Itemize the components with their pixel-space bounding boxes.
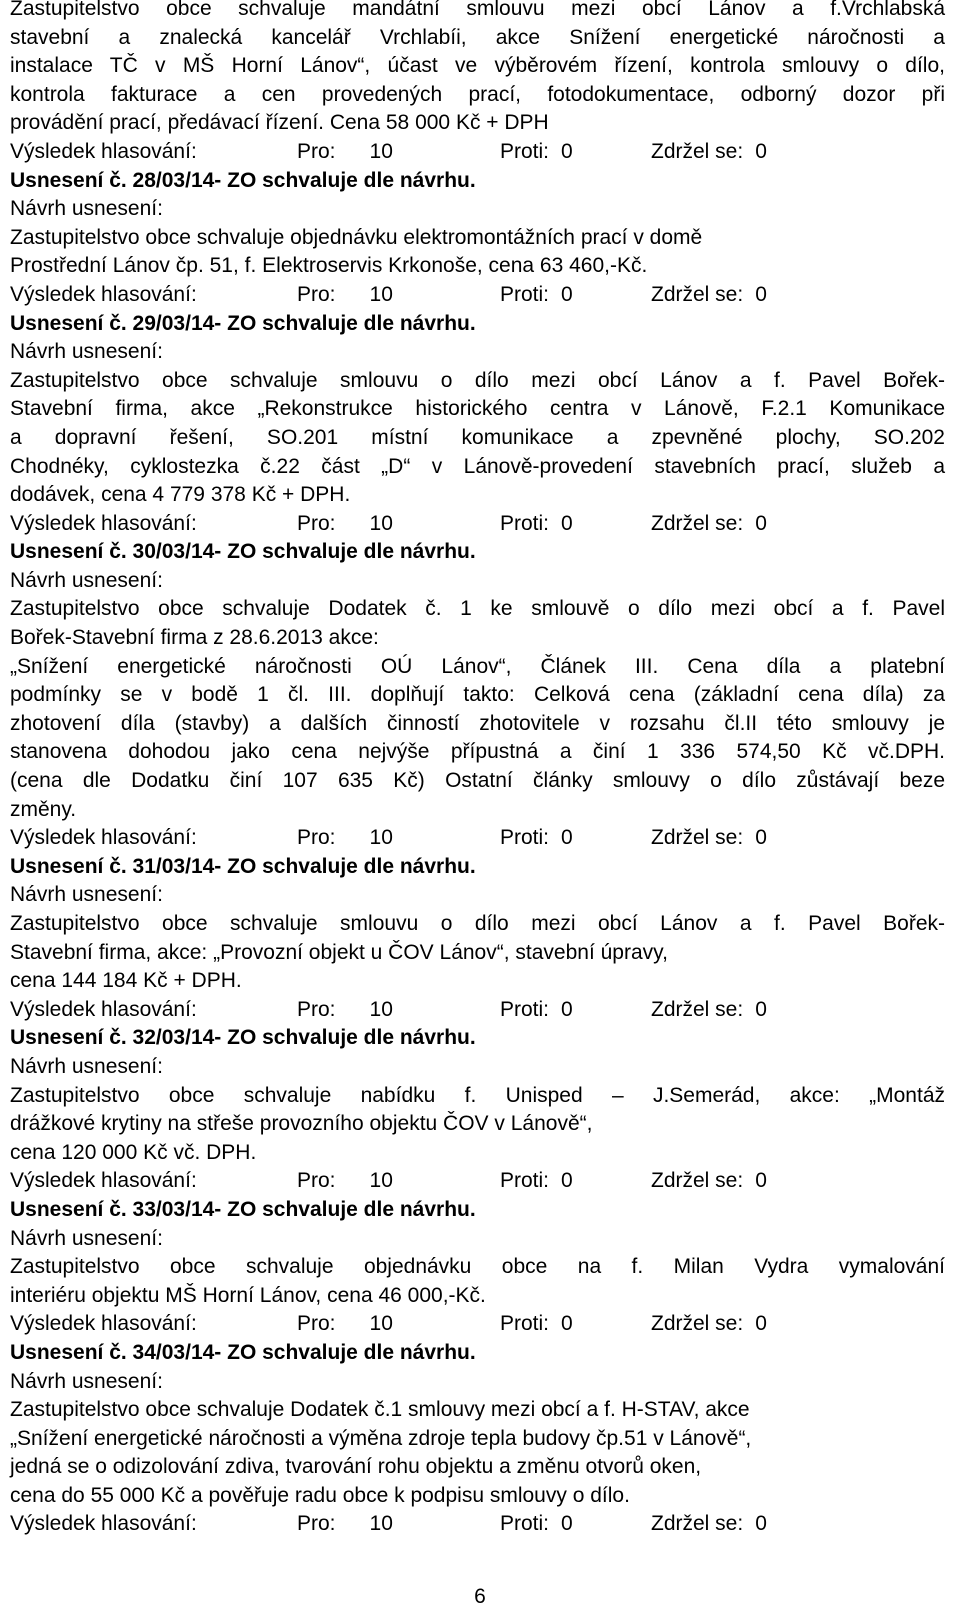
vote-pro	[297, 1167, 393, 1196]
vote-proti-label: Proti:	[500, 1312, 550, 1336]
vote-pro	[297, 1310, 393, 1339]
vote-label: Výsledek hlasování:	[10, 511, 197, 535]
resolution-heading: Usnesení č. 29/03/14- ZO schvaluje dle návrhu.	[10, 311, 476, 335]
resolution-text-line: Prostřední Lánov čp. 51, f. Elektroservis Krkonoše, cena 63 460,-Kč.	[10, 254, 648, 278]
vote-proti-value: 0	[561, 139, 573, 163]
document-body	[10, 0, 945, 1539]
vote-zdrzel-value: 0	[755, 1512, 767, 1536]
resolution-text-line: (cena dle Dodatku činí 107 635 Kč) Ostatní články smlouvy o dílo zůstávají beze	[10, 769, 945, 793]
vote-pro-label: Pro:	[297, 511, 336, 535]
navrh-label: Návrh usnesení:	[10, 1369, 163, 1393]
intro-line: instalace TČ v MŠ Horní Lánov“, účast ve výběrovém řízení, kontrola smlouvy o dílo,	[10, 54, 945, 78]
resolution-text-line: Bořek-Stavební firma z 28.6.2013 akce:	[10, 626, 379, 650]
vote-pro	[297, 138, 393, 167]
resolution-heading: Usnesení č. 33/03/14- ZO schvaluje dle návrhu.	[10, 1197, 476, 1221]
vote-proti-label: Proti:	[500, 826, 550, 850]
resolution-text-line: Zastupitelstvo obce schvaluje Dodatek č.1 smlouvy mezi obcí a f. H-STAV, akce	[10, 1398, 750, 1422]
vote-zdrzel-label: Zdržel se:	[651, 826, 744, 850]
vote-zdrzel-value: 0	[755, 997, 767, 1021]
vote-pro-value: 10	[369, 826, 393, 850]
vote-proti-value: 0	[561, 1512, 573, 1536]
vote-zdrzel-label: Zdržel se:	[651, 511, 744, 535]
vote-pro-label: Pro:	[297, 1312, 336, 1336]
resolution-text-line: interiéru objektu MŠ Horní Lánov, cena 46 000,-Kč.	[10, 1283, 486, 1307]
vote-pro-label: Pro:	[297, 139, 336, 163]
vote-zdrzel-label: Zdržel se:	[651, 282, 744, 306]
vote-label: Výsledek hlasování:	[10, 826, 197, 850]
vote-zdrzel	[651, 1510, 767, 1539]
vote-result-7	[10, 1510, 945, 1539]
vote-zdrzel-label: Zdržel se:	[651, 139, 744, 163]
intro-line: kontrola fakturace a cen provedených prací, fotodokumentace, odborný dozor při	[10, 82, 945, 106]
resolution-text-line: dodávek, cena 4 779 378 Kč + DPH.	[10, 483, 351, 507]
vote-pro-label: Pro:	[297, 826, 336, 850]
vote-result-2	[10, 510, 945, 539]
vote-pro-value: 10	[369, 511, 393, 535]
resolution-text-line: Zastupitelstvo obce schvaluje smlouvu o dílo mezi obcí Lánov a f. Pavel Bořek-	[10, 912, 945, 935]
vote-pro-value: 10	[369, 282, 393, 306]
resolution-text-line: Zastupitelstvo obce schvaluje objednávku obce na f. Milan Vydra vymalování	[10, 1255, 945, 1279]
vote-proti-label: Proti:	[500, 282, 550, 306]
resolution-heading: Usnesení č. 30/03/14- ZO schvaluje dle návrhu.	[10, 540, 476, 564]
vote-pro	[297, 996, 393, 1025]
resolution-text-line: Chodnéky, cyklostezka č.22 část „D“ v Lánově-provedení stavebních prací, služeb a	[10, 454, 945, 478]
resolution-text-line: zhotovení díla (stavby) a dalších činností zhotovitele v rozsahu čl.II této smlouvy je	[10, 711, 945, 735]
vote-proti-value: 0	[561, 1312, 573, 1336]
vote-proti-value: 0	[561, 997, 573, 1021]
vote-pro-label: Pro:	[297, 1169, 336, 1193]
vote-zdrzel-label: Zdržel se:	[651, 1312, 744, 1336]
vote-result-4	[10, 996, 945, 1025]
resolution-text-line: drážkové krytiny na střeše provozního objektu ČOV v Lánově“,	[10, 1112, 593, 1136]
vote-pro-label: Pro:	[297, 282, 336, 306]
vote-zdrzel	[651, 510, 767, 539]
vote-zdrzel	[651, 1167, 767, 1196]
vote-zdrzel-label: Zdržel se:	[651, 997, 744, 1021]
vote-result-1	[10, 281, 945, 310]
navrh-label: Návrh usnesení:	[10, 568, 163, 592]
vote-label: Výsledek hlasování:	[10, 1169, 197, 1193]
resolution-text-line: podmínky se v bodě 1 čl. III. doplňují takto: Celková cena (základní cena díla) za	[10, 683, 945, 707]
vote-proti	[500, 510, 573, 539]
vote-pro	[297, 824, 393, 853]
vote-zdrzel-label: Zdržel se:	[651, 1169, 744, 1193]
vote-proti	[500, 1310, 573, 1339]
vote-zdrzel-value: 0	[755, 511, 767, 535]
vote-zdrzel	[651, 281, 767, 310]
resolution-text-line: cena do 55 000 Kč a pověřuje radu obce k podpisu smlouvy o dílo.	[10, 1483, 630, 1507]
intro-line: provádění prací, předávací řízení. Cena 58 000 Kč + DPH	[10, 111, 549, 135]
vote-pro-value: 10	[369, 139, 393, 163]
navrh-label: Návrh usnesení:	[10, 197, 163, 221]
vote-pro-value: 10	[369, 1512, 393, 1536]
vote-zdrzel-value: 0	[755, 282, 767, 306]
resolution-text-line: cena 144 184 Kč + DPH.	[10, 969, 242, 993]
vote-zdrzel-value: 0	[755, 1312, 767, 1336]
vote-pro	[297, 510, 393, 539]
resolution-text-line: „Snížení energetické náročnosti a výměna zdroje tepla budovy čp.51 v Lánově“,	[10, 1426, 752, 1450]
vote-zdrzel	[651, 996, 767, 1025]
resolution-text-line: „Snížení energetické náročnosti OÚ Lánov“, Článek III. Cena díla a platební	[10, 654, 945, 678]
vote-label: Výsledek hlasování:	[10, 1512, 197, 1536]
resolution-text-line: cena 120 000 Kč vč. DPH.	[10, 1140, 257, 1164]
vote-proti-label: Proti:	[500, 511, 550, 535]
vote-proti-label: Proti:	[500, 1512, 550, 1536]
vote-pro-value: 10	[369, 1169, 393, 1193]
vote-zdrzel-value: 0	[755, 1169, 767, 1193]
vote-pro-value: 10	[369, 997, 393, 1021]
vote-label: Výsledek hlasování:	[10, 1312, 197, 1336]
vote-pro-label: Pro:	[297, 997, 336, 1021]
vote-zdrzel-value: 0	[755, 826, 767, 850]
page-number: 6	[474, 1585, 486, 1608]
resolution-text-line: Zastupitelstvo obce schvaluje Dodatek č. 1 ke smlouvě o dílo mezi obcí a f. Pavel	[10, 597, 945, 621]
resolution-text-line: a dopravní řešení, SO.201 místní komunikace a zpevněné plochy, SO.202	[10, 425, 945, 449]
vote-label: Výsledek hlasování:	[10, 282, 197, 306]
vote-pro-value: 10	[369, 1312, 393, 1336]
resolution-text-line: Stavební firma, akce: „Provozní objekt u ČOV Lánov“, stavební úpravy,	[10, 940, 668, 964]
vote-proti	[500, 824, 573, 853]
resolution-text-line: změny.	[10, 797, 77, 821]
resolution-text-line: Zastupitelstvo obce schvaluje objednávku elektromontážních prací v domě	[10, 225, 703, 249]
resolution-text-line: jedná se o odizolování zdiva, tvarování rohu objektu a změnu otvorů oken,	[10, 1455, 702, 1479]
vote-proti-value: 0	[561, 826, 573, 850]
vote-proti	[500, 1510, 573, 1539]
navrh-label: Návrh usnesení:	[10, 883, 163, 907]
vote-zdrzel	[651, 824, 767, 853]
vote-proti-value: 0	[561, 1169, 573, 1193]
vote-pro	[297, 281, 393, 310]
vote-zdrzel-value: 0	[755, 139, 767, 163]
vote-zdrzel-label: Zdržel se:	[651, 1512, 744, 1536]
vote-proti-value: 0	[561, 511, 573, 535]
vote-pro	[297, 1510, 393, 1539]
vote-result-3	[10, 824, 945, 853]
vote-proti	[500, 281, 573, 310]
vote-zdrzel	[651, 138, 767, 167]
resolution-heading: Usnesení č. 28/03/14- ZO schvaluje dle návrhu.	[10, 168, 476, 192]
vote-proti-label: Proti:	[500, 997, 550, 1021]
resolution-text-line: Zastupitelstvo obce schvaluje nabídku f. Unisped – J.Semerád, akce: „Montáž	[10, 1083, 945, 1107]
resolution-heading: Usnesení č. 31/03/14- ZO schvaluje dle návrhu.	[10, 854, 476, 878]
vote-label: Výsledek hlasování:	[10, 139, 197, 163]
resolution-text-line: Stavební firma, akce „Rekonstrukce historického centra v Lánově, F.2.1 Komunikace	[10, 397, 945, 421]
vote-proti	[500, 996, 573, 1025]
vote-proti	[500, 138, 573, 167]
resolution-text-line: Zastupitelstvo obce schvaluje smlouvu o dílo mezi obcí Lánov a f. Pavel Bořek-	[10, 368, 945, 392]
navrh-label: Návrh usnesení:	[10, 1226, 163, 1250]
intro-line: stavební a znalecká kancelář Vrchlabíi, akce Snížení energetické náročnosti a	[10, 25, 945, 49]
vote-proti-value: 0	[561, 282, 573, 306]
vote-result-6	[10, 1310, 945, 1339]
vote-proti-label: Proti:	[500, 139, 550, 163]
vote-result-0	[10, 138, 945, 167]
vote-proti	[500, 1167, 573, 1196]
resolution-heading: Usnesení č. 34/03/14- ZO schvaluje dle návrhu.	[10, 1340, 476, 1364]
navrh-label: Návrh usnesení:	[10, 1054, 163, 1078]
vote-result-5	[10, 1167, 945, 1196]
vote-proti-label: Proti:	[500, 1169, 550, 1193]
navrh-label: Návrh usnesení:	[10, 340, 163, 364]
vote-pro-label: Pro:	[297, 1512, 336, 1536]
resolution-heading: Usnesení č. 32/03/14- ZO schvaluje dle návrhu.	[10, 1026, 476, 1050]
intro-line: Zastupitelstvo obce schvaluje mandátní smlouvu mezi obcí Lánov a f.Vrchlabská	[10, 0, 945, 20]
vote-label: Výsledek hlasování:	[10, 997, 197, 1021]
resolution-text-line: stanovena dohodou jako cena nejvýše přípustná a činí 1 336 574,50 Kč vč.DPH.	[10, 740, 945, 764]
vote-zdrzel	[651, 1310, 767, 1339]
